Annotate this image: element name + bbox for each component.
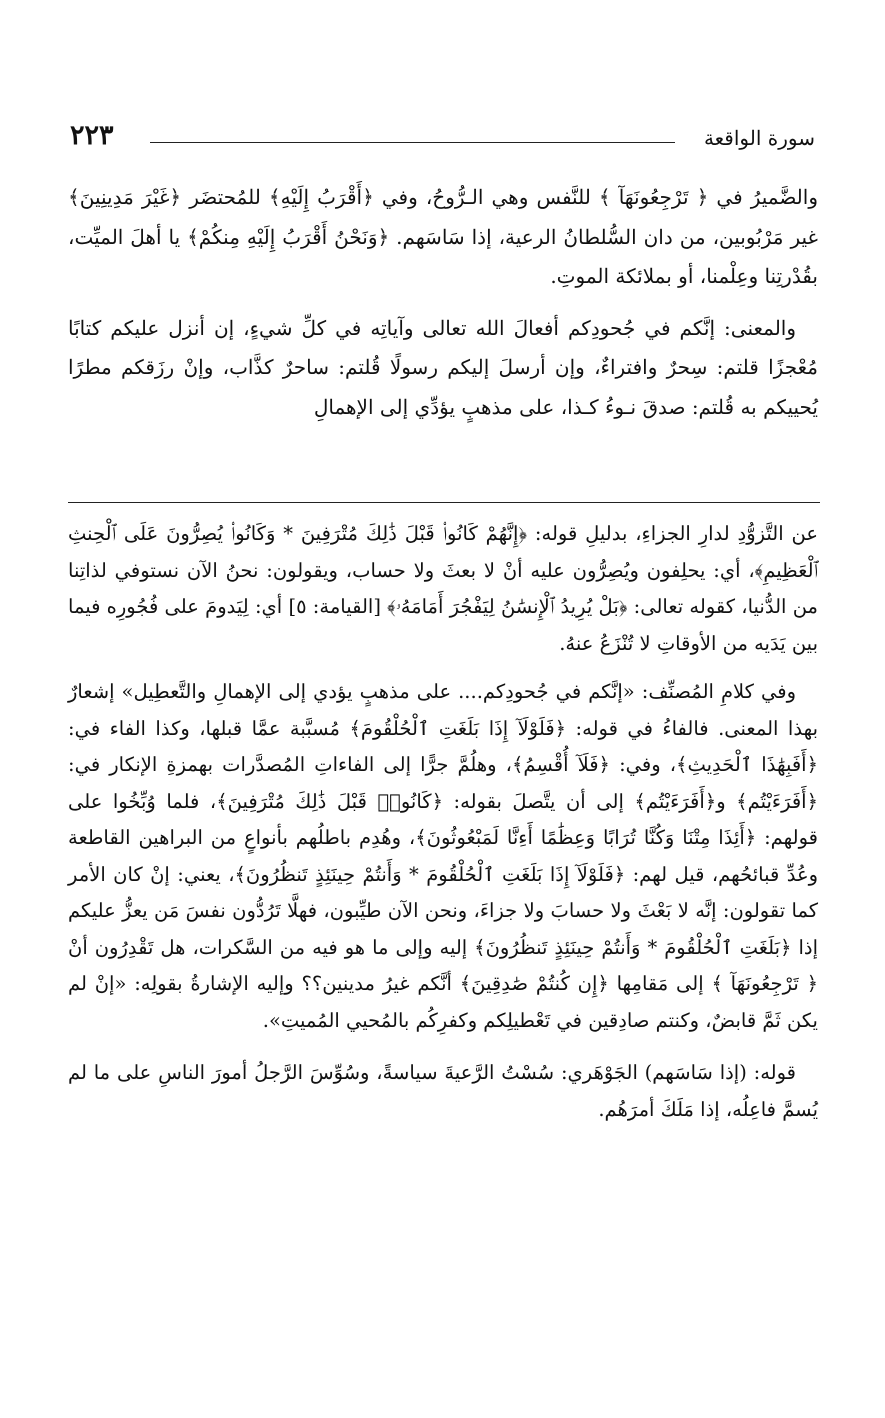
commentary-paragraph: قوله: (إذا سَاسَهم) الجَوْهَري: سُسْتُ الرَّعيةَ سياسةً، وسُوِّسَ الرَّجلُ أمورَ الناسِ على ما لم يُسمَّ فاعِلُه، إذا مَلَكَ أمرَهُم. bbox=[68, 1061, 818, 1121]
commentary-paragraph: وفي كلامِ المُصنِّف: «إنَّكم في جُحودِكم.... على مذهبٍ يؤدي إلى الإهمالِ والتَّعطِيل» إشعارٌ بهذا المعنى. فالفاءُ في قوله: ﴿فَلَوْلَآ إِذَا بَلَغَتِ ٱلْحُلْقُومَ﴾ مُسبَّبة عمَّا قبلها، وكذا الفاء في: ﴿أَفَبِهَٰذَا ٱلْحَدِيثِ﴾، وفي: ﴿فَلَآ أُقْسِمُ﴾، وهلُمَّ جرًّا إلى الفاءاتِ المُصدَّرات بهمزةِ الإنكار في: ﴿أَفَرَءَيْتُم﴾ و﴿أَفَرَءَيْتُم﴾ إلى أن يتَّصلَ بقوله: ﴿كَانُوا۟ قَبْلَ ذَٰلِكَ مُتْرَفِينَ﴾، فلما وُبِّخُوا على قولهم: ﴿أَئِذَا مِتْنَا وَكُنَّا تُرَابًا وَعِظَٰمًا أَءِنَّا لَمَبْعُوثُونَ﴾، وهُدِم باطلُهم بأنواعٍ من البراهين القاطعة وعُدِّ قبائحُهم، قيل لهم: ﴿فَلَوْلَآ إِذَا بَلَغَتِ ٱلْحُلْقُومَ * وَأَنتُمْ حِينَئِذٍ تَنظُرُونَ﴾، يعني: إنْ كان الأمر كما تقولون: إنَّه لا بَعْثَ ولا حسابَ ولا جزاءَ، ونحن الآن طيِّبون، فهلَّا تَرُدُّون نفسَ مَن يعزُّ عليكم إذا ﴿بَلَغَتِ ٱلْحُلْقُومَ * وَأَنتُمْ حِينَئِذٍ تَنظُرُونَ﴾ إليه وإلى ما هو فيه من السَّكرات، هل تَقْدِرُون أنْ ﴿ تَرْجِعُونَهَآ ﴾ إلى مَقامِها ﴿إِن كُنتُمْ صَٰدِقِينَ﴾ أنَّكم غيرُ مدينين؟؟ وإليه الإشارةُ بقولِه: «إنْ لم يكن ثَمَّ قابضٌ، وكنتم صادِقين في تَعْطيلِكم وكفرِكُم بالمُحيي المُميتِ». bbox=[68, 680, 818, 1032]
sura-title: سورة الواقعة bbox=[703, 126, 815, 150]
main-text bbox=[68, 178, 818, 427]
footnote-separator bbox=[68, 502, 820, 503]
running-header bbox=[70, 120, 815, 160]
header-rule bbox=[150, 142, 675, 143]
commentary-paragraph: عن التَّزوُّدِ لدارِ الجزاءِ، بدليلِ قوله: ﴿إِنَّهُمْ كَانُوا۟ قَبْلَ ذَٰلِكَ مُتْرَفِينَ * وَكَانُوا۟ يُصِرُّونَ عَلَى ٱلْحِنثِ ٱلْعَظِيمِ﴾، أي: يحلِفون ويُصِرُّون عليه أنْ لا بعثَ ولا حساب، ويقولون: نحنُ الآن نستوفي لذاتِنا من الدُّنيا، كقوله تعالى: ﴿بَلْ يُرِيدُ ٱلْإِنسَٰنُ لِيَفْجُرَ أَمَامَهُۥ﴾ [القيامة: ٥] أي: لِيَدومَ على فُجُورِه فيما بين يَدَيه من الأوقاتِ لا تُنْزَعُ عنهُ. bbox=[68, 522, 818, 655]
page-number: ٢٢٣ bbox=[70, 120, 114, 151]
main-paragraph: والضَّميرُ في ﴿ تَرْجِعُونَهَآ ﴾ للنَّفس وهي الـرُّوحُ، وفي ﴿أَقْرَبُ إِلَيْهِ﴾ للمُحتضَر ﴿غَيْرَ مَدِينِينَ﴾ غير مَرْبُوبين، من دان السُّلطانُ الرعية، إذا سَاسَهم. ﴿وَنَحْنُ أَقْرَبُ إِلَيْهِ مِنكُمْ﴾ يا أهلَ الميِّت، بقُدْرتِنا وعِلْمنا، أو بملائكة الموتِ. bbox=[68, 185, 818, 288]
commentary-text bbox=[68, 516, 818, 1128]
main-paragraph: والمعنى: إنَّكم في جُحودِكم أفعالَ الله تعالى وآياتِه في كلِّ شيءٍ، إن أنزل عليكم كتابًا مُعْجزًا قلتم: سِحرٌ وافتراءٌ، وإن أرسلَ إليكم رسولًا قُلتم: ساحرٌ كذَّاب، وإنْ رزَقكم مطرًا يُحييكم به قُلتم: صدقَ نـوءُ كـذا، على مذهبٍ يؤدِّي إلى الإهمالِ bbox=[68, 315, 818, 419]
